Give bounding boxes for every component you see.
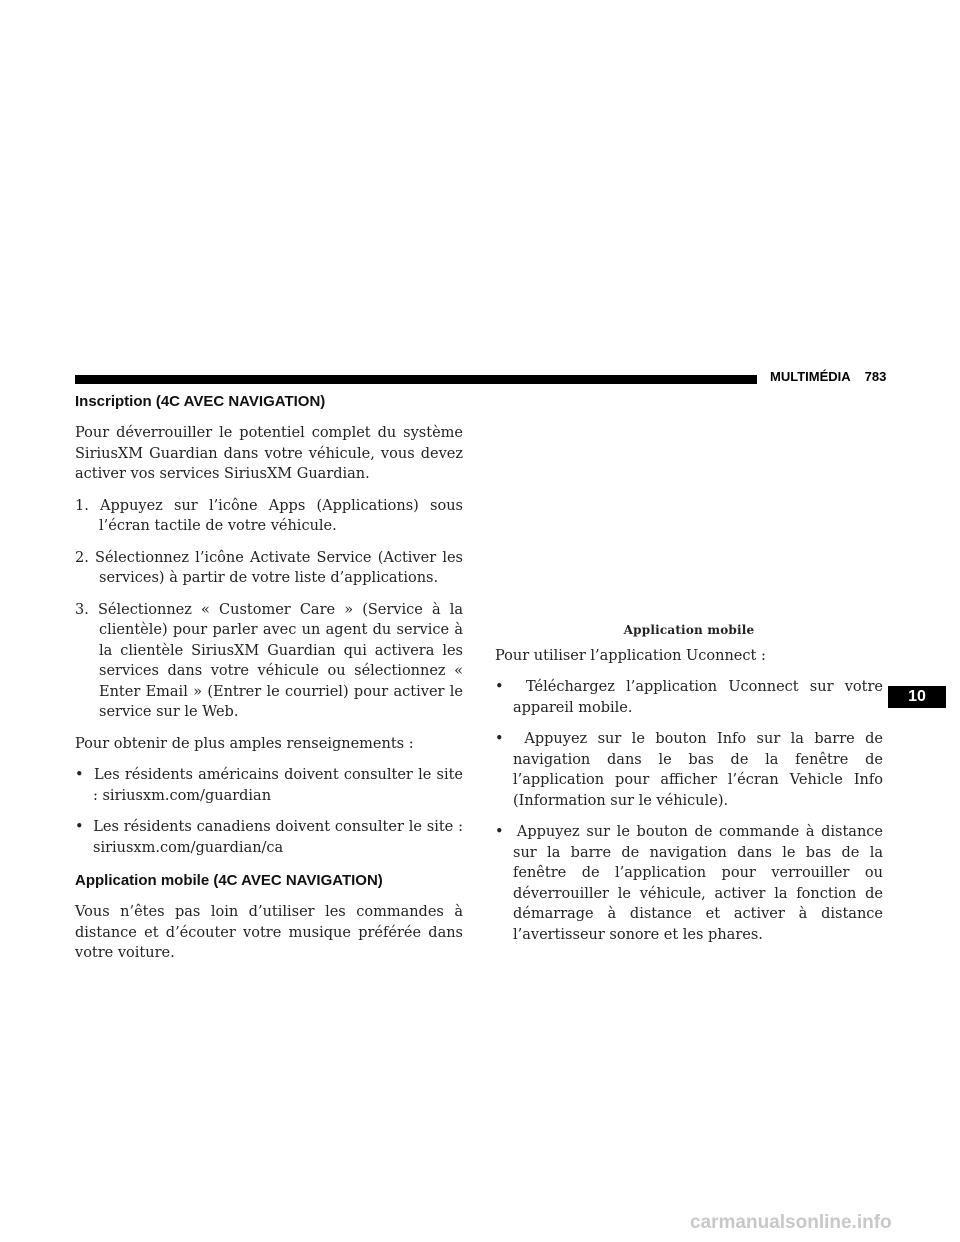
section-title: MULTIMÉDIA <box>770 369 851 384</box>
bullet-item: • Les résidents canadiens doivent consulter le site : siriusxm.com/guardian/ca <box>75 819 463 856</box>
step-item: 3. Sélectionnez « Customer Care » (Service à la clientèle) pour parler avec un agent du service à la clientèle SiriusXM Guardian qui activera les services dans votre véhicule ou sélectionnez « Enter Email » (Entrer le courriel) pour activer le service sur le Web. <box>75 601 463 720</box>
bullet-item: • Les résidents américains doivent consulter le site : siriusxm.com/guardian <box>75 767 463 804</box>
bullet-item: • Appuyez sur le bouton de commande à distance sur la barre de navigation dans le bas de la fenêtre de l’application pour verrouiller ou déverrouiller le véhicule, activer la fonction de démarrage à distance et activer à distance l’avertisseur sonore et les phares. <box>495 824 883 943</box>
right-column <box>495 620 883 956</box>
heading-mobile-app: Application mobile (4C AVEC NAVIGATION) <box>75 872 383 889</box>
heading-inscription: Inscription (4C AVEC NAVIGATION) <box>75 393 326 410</box>
bullet-item: • Appuyez sur le bouton Info sur la barre de navigation dans le bas de la fenêtre de l’application pour afficher l’écran Vehicle Info (Information sur le véhicule). <box>495 731 883 809</box>
more-info-paragraph: Pour obtenir de plus amples renseignements : <box>75 735 414 752</box>
bullet-text: Appuyez sur le bouton de commande à distance sur la barre de navigation dans le bas de la fenêtre de l’application pour verrouiller ou déverrouiller le véhicule, activer la fonction de démarrage à distance et activer à distance l’avertisseur sonore et les phares. <box>513 824 883 943</box>
watermark: carmanualsonline.info <box>690 1212 892 1233</box>
bullet-text: Téléchargez l’application Uconnect sur votre appareil mobile. <box>513 679 883 716</box>
intro-paragraph: Pour déverrouiller le potentiel complet du système SiriusXM Guardian dans votre véhicule, vous devez activer vos services SiriusXM Guardian. <box>75 425 463 482</box>
page-number: 783 <box>864 369 887 384</box>
bullet-item: • Téléchargez l’application Uconnect sur votre appareil mobile. <box>495 679 883 716</box>
step-item: 1. Appuyez sur l’icône Apps (Applications) sous l’écran tactile de votre véhicule. <box>75 497 463 534</box>
uconnect-intro: Pour utiliser l’application Uconnect : <box>495 647 766 664</box>
header-rule <box>75 375 757 384</box>
bullet-text: Les résidents américains doivent consulter le site : siriusxm.com/guardian <box>93 767 463 804</box>
running-header <box>770 369 886 384</box>
chapter-tab: 10 <box>888 686 946 708</box>
figure-caption: Application mobile <box>623 623 755 637</box>
mobile-app-paragraph: Vous n’êtes pas loin d’utiliser les commandes à distance et d’écouter votre musique préférée dans votre voiture. <box>75 904 463 961</box>
step-item: 2. Sélectionnez l’icône Activate Service (Activer les services) à partir de votre liste d’applications. <box>75 549 463 586</box>
bullet-text: Appuyez sur le bouton Info sur la barre de navigation dans le bas de la fenêtre de l’application pour afficher l’écran Vehicle Info (Information sur le véhicule). <box>513 731 883 809</box>
left-column <box>75 392 463 975</box>
bullet-text: Les résidents canadiens doivent consulter le site : siriusxm.com/guardian/ca <box>93 819 463 856</box>
